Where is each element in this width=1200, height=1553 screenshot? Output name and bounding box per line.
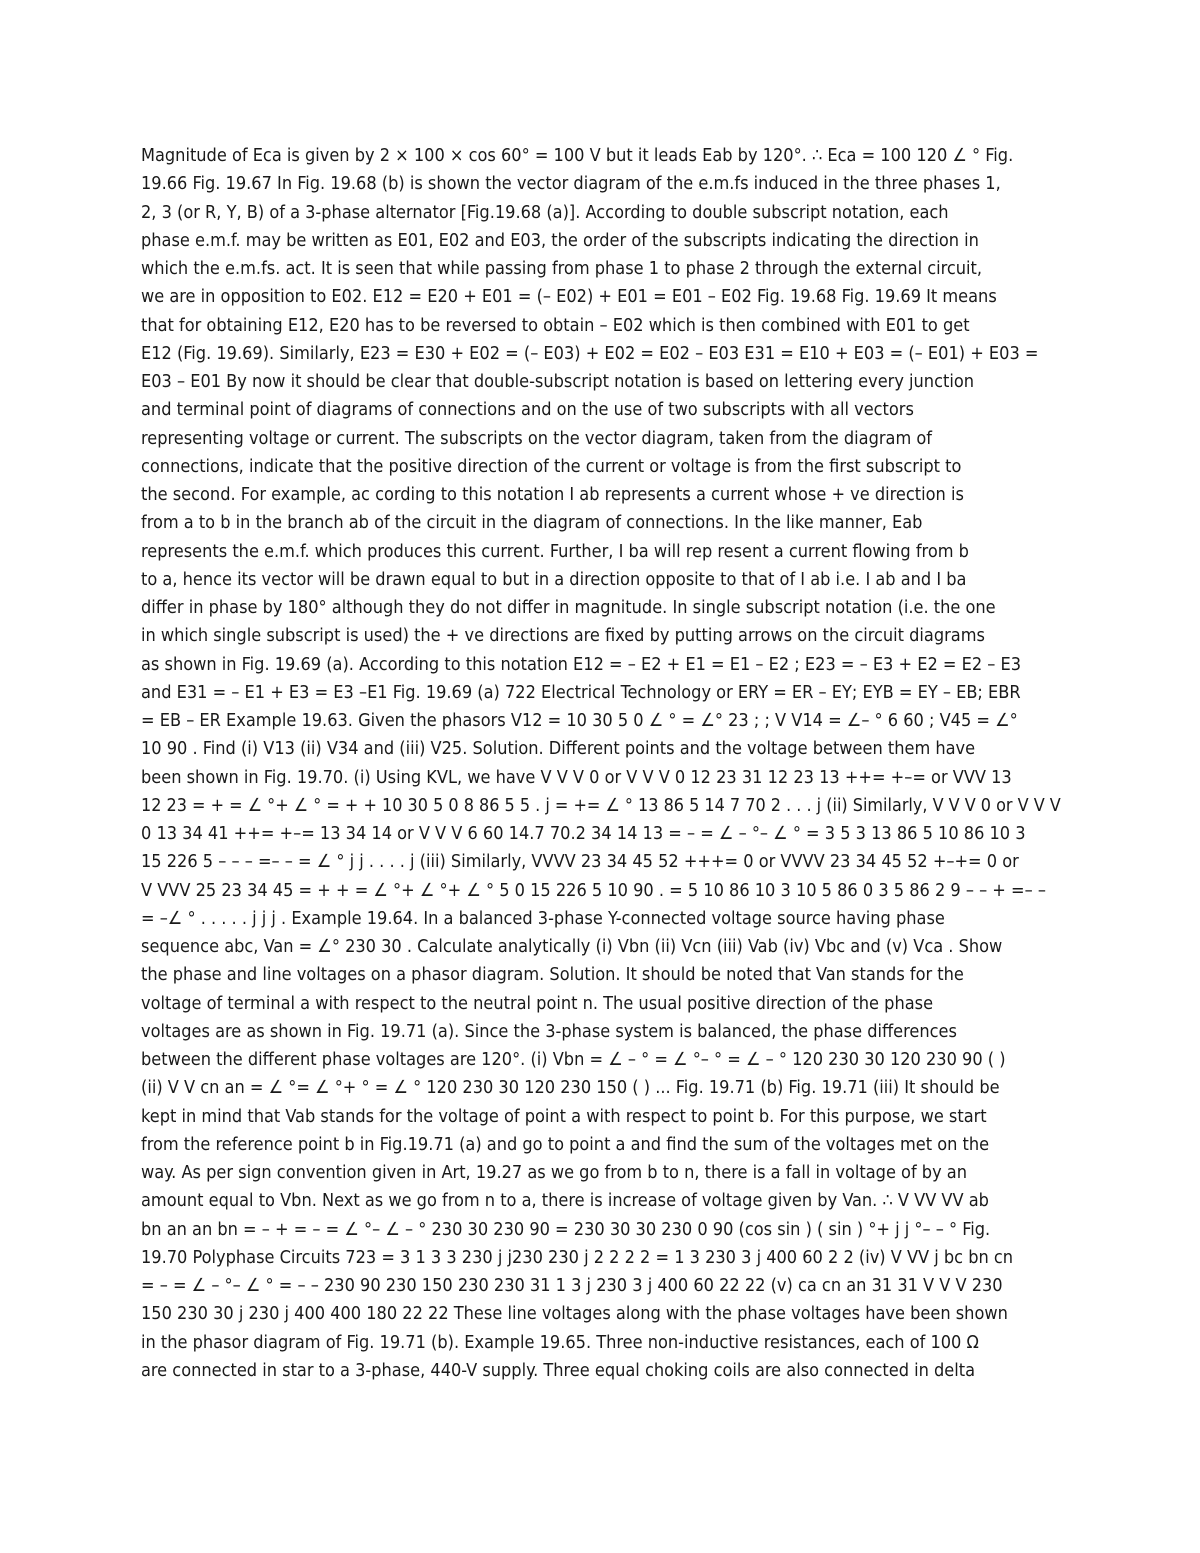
text-line: and E31 = – E1 + E3 = E3 –E1 Fig. 19.69 (a) 722 Electrical Technology or ERY = ER – EY; EYB = EY – EB; EBR — [141, 681, 1021, 703]
text-line: the phase and line voltages on a phasor diagram. Solution. It should be noted that Van stands for the — [141, 964, 964, 986]
text-line: 0 13 34 41 ++= +–= 13 34 14 or V V V 6 60 14.7 70.2 34 14 13 = – = ∠ – °– ∠ ° = 3 5 3 13 86 5 10 86 10 3 — [141, 823, 1026, 844]
text-line: between the different phase voltages are 120°. (i) Vbn = ∠ – ° = ∠ °– ° = ∠ – ° 120 230 30 120 230 90 ( ) — [141, 1049, 1006, 1070]
text-line: way. As per sign convention given in Art, 19.27 as we go from b to n, there is a fall in voltage of by an — [141, 1162, 967, 1183]
text-line: from the reference point b in Fig.19.71 (a) and go to point a and find the sum of the voltages met on the — [141, 1133, 990, 1155]
text-line: in which single subscript is used) the + ve directions are fixed by putting arrows on the circuit diagrams — [141, 625, 985, 647]
text-line: 2, 3 (or R, Y, B) of a 3-phase alternator [Fig.19.68 (a)]. According to double subscript notation, each — [141, 201, 949, 223]
text-line: as shown in Fig. 19.69 (a). According to this notation E12 = – E2 + E1 = E1 – E2 ; E23 = – E3 + E2 = E2 – E3 — [141, 653, 1022, 675]
text-line: differ in phase by 180° although they do not differ in magnitude. In single subscript notation (i.e. the one — [141, 597, 996, 618]
text-line: been shown in Fig. 19.70. (i) Using KVL, we have V V V 0 or V V V 0 12 23 31 12 23 13 ++= +–= or VVV 13 — [141, 766, 1012, 788]
text-line: from a to b in the branch ab of the circuit in the diagram of connections. In the like manner, Eab — [141, 512, 923, 534]
text-line: E12 (Fig. 19.69). Similarly, E23 = E30 + E02 = (– E03) + E02 = E02 – E03 E31 = E10 + E03 = (– E01) + E03 = — [141, 342, 1039, 364]
text-line: Magnitude of Eca is given by 2 × 100 × cos 60° = 100 V but it leads Eab by 120°. ∴ Eca = 100 120 ∠ ° Fig. — [141, 145, 1014, 166]
text-line: to a, hence its vector will be drawn equal to but in a direction opposite to that of I ab i.e. I ab and I ba — [141, 568, 967, 590]
text-line: the second. For example, ac cording to this notation I ab represents a current whose + ve direction is — [141, 484, 964, 505]
text-line: are connected in star to a 3-phase, 440-V supply. Three equal choking coils are also connected in delta — [141, 1359, 976, 1381]
text-line: amount equal to Vbn. Next as we go from n to a, there is increase of voltage given by Van. ∴ V VV VV ab — [141, 1190, 989, 1212]
text-line: phase e.m.f. may be written as E01, E02 and E03, the order of the subscripts indicating the direction in — [141, 229, 979, 251]
text-line: voltage of terminal a with respect to the neutral point n. The usual positive direction of the phase — [141, 992, 934, 1014]
text-line: sequence abc, Van = ∠° 230 30 . Calculate analytically (i) Vbn (ii) Vcn (iii) Vab (iv) Vbc and (v) Vca . Show — [141, 936, 1003, 957]
text-line: 12 23 = + = ∠ °+ ∠ ° = + + 10 30 5 0 8 86 5 5 . j = += ∠ ° 13 86 5 14 7 70 2 . . . j (ii) Similarly, V V V 0 or V V V — [141, 794, 1061, 816]
text-line: = EB – ER Example 19.63. Given the phasors V12 = 10 30 5 0 ∠ ° = ∠° 23 ; ; V V14 = ∠– ° 6 60 ; V45 = ∠° — [141, 710, 1018, 731]
text-line: which the e.m.fs. act. It is seen that while passing from phase 1 to phase 2 through the external circuit, — [141, 258, 983, 279]
text-line: bn an an bn = – + = – = ∠ °– ∠ – ° 230 30 230 90 = 230 30 30 230 0 90 (cos sin ) ( sin ) °+ j j °– – ° Fig. — [141, 1218, 991, 1240]
text-line: V VVV 25 23 34 45 = + + = ∠ °+ ∠ °+ ∠ ° 5 0 15 226 5 10 90 . = 5 10 86 10 3 10 5 86 0 3 5 86 2 9 – – + =– – — [141, 879, 1046, 901]
text-line: we are in opposition to E02. E12 = E20 + E01 = (– E02) + E01 = E01 – E02 Fig. 19.68 Fig. 19.69 It means — [141, 286, 997, 308]
text-line: and terminal point of diagrams of connections and on the use of two subscripts with all vectors — [141, 399, 914, 421]
text-line: connections, indicate that the positive direction of the current or voltage is from the first subscript to — [141, 455, 962, 477]
text-line: (ii) V V cn an = ∠ °= ∠ °+ ° = ∠ ° 120 230 30 120 230 150 ( ) ... Fig. 19.71 (b) Fig. 19.71 (iii) It should be — [141, 1077, 1000, 1099]
text-line: 19.66 Fig. 19.67 In Fig. 19.68 (b) is shown the vector diagram of the e.m.fs induced in the three phases 1, — [141, 173, 1001, 195]
text-line: kept in mind that Vab stands for the voltage of point a with respect to point b. For this purpose, we start — [141, 1105, 987, 1127]
text-line: = – = ∠ – °– ∠ ° = – – 230 90 230 150 230 230 31 1 3 j 230 3 j 400 60 22 22 (v) ca cn an 31 31 V V V 230 — [141, 1275, 1003, 1296]
text-line: in the phasor diagram of Fig. 19.71 (b). Example 19.65. Three non-inductive resistances, each of 100 Ω — [141, 1331, 979, 1353]
text-line: voltages are as shown in Fig. 19.71 (a). Since the 3-phase system is balanced, the phase differences — [141, 1020, 957, 1042]
text-line: 150 230 30 j 230 j 400 400 180 22 22 These line voltages along with the phase voltages have been shown — [141, 1303, 1008, 1325]
text-line: 10 90 . Find (i) V13 (ii) V34 and (iii) V25. Solution. Different points and the voltage between them have — [141, 738, 976, 760]
text-line: = –∠ ° . . . . . j j j . Example 19.64. In a balanced 3-phase Y-connected voltage source having phase — [141, 907, 945, 929]
text-line: representing voltage or current. The subscripts on the vector diagram, taken from the diagram of — [141, 427, 932, 449]
text-line: E03 – E01 By now it should be clear that double-subscript notation is based on lettering every junction — [141, 371, 974, 392]
text-line: represents the e.m.f. which produces this current. Further, I ba will rep resent a current flowing from b — [141, 540, 969, 562]
text-line: that for obtaining E12, E20 has to be reversed to obtain – E02 which is then combined with E01 to get — [141, 314, 970, 336]
text-line: 15 226 5 – – – =– – = ∠ ° j j . . . . j (iii) Similarly, VVVV 23 34 45 52 +++= 0 or VVVV 23 34 45 52 +–+= 0 or — [141, 851, 1019, 873]
body-text — [141, 142, 1061, 1385]
text-line: 19.70 Polyphase Circuits 723 = 3 1 3 3 230 j j230 230 j 2 2 2 2 = 1 3 230 3 j 400 60 2 2 (iv) V VV j bc bn cn — [141, 1246, 1014, 1268]
